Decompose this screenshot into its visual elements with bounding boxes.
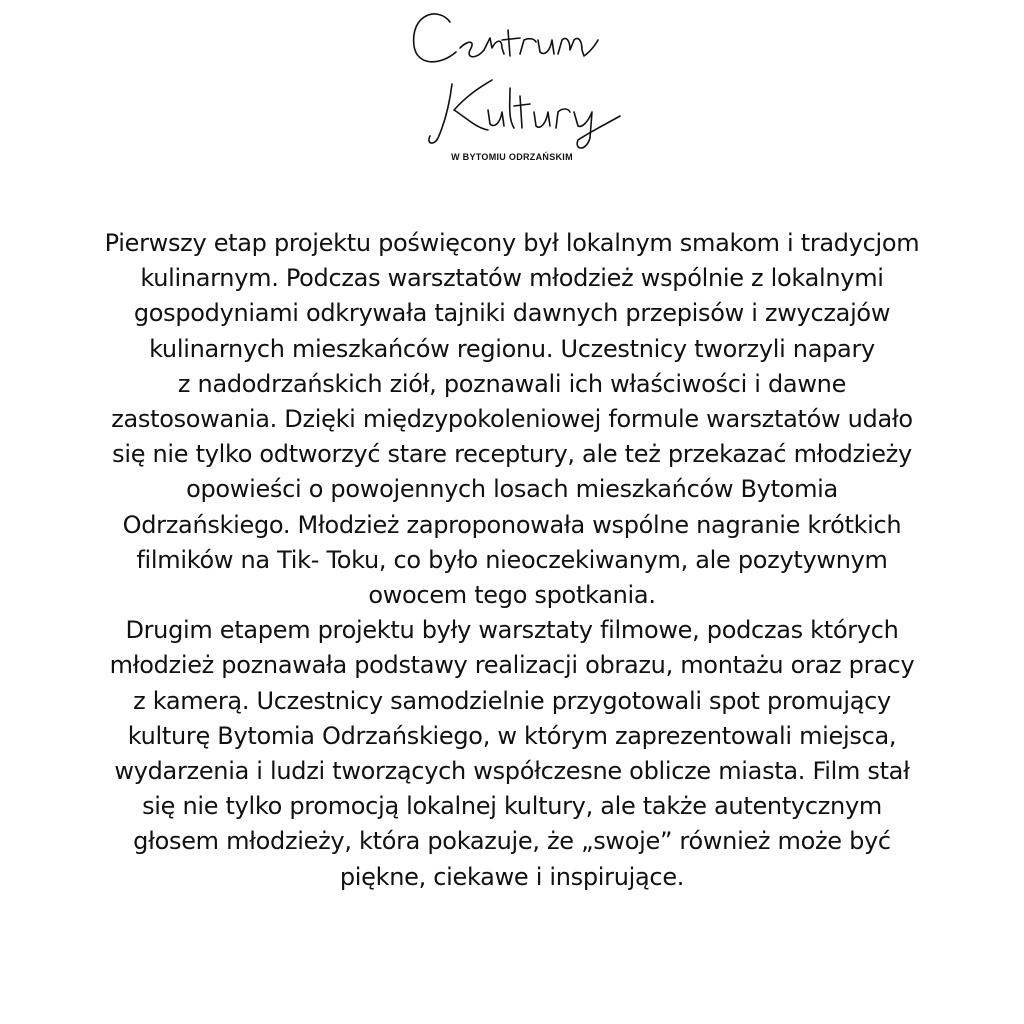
text-line: Drugim etapem projektu były warsztaty filmowe, podczas których <box>125 616 899 645</box>
text-line: Pierwszy etap projektu poświęcony był lokalnym smakom i tradycjom <box>104 229 920 257</box>
text-line: kulinarnych mieszkańców regionu. Uczestnicy tworzyli napary <box>149 334 875 363</box>
paragraph-first-stage <box>20 226 1004 613</box>
text-line: gospodyniami odkrywała tajniki dawnych przepisów i zwyczajów <box>133 299 891 328</box>
text-line: Odrzańskiego. Młodzież zaproponowała wspólne nagranie krótkich <box>122 510 902 539</box>
centrum-kultury-script-logo <box>380 0 660 160</box>
text-line: z kamerą. Uczestnicy samodzielnie przygotowali spot promujący <box>133 686 891 715</box>
text-line: kulinarnym. Podczas warsztatów młodzież wspólnie z lokalnymi <box>140 264 884 293</box>
text-line: młodzież poznawała podstawy realizacji obrazu, montażu oraz pracy <box>109 651 915 680</box>
logo <box>0 0 1024 200</box>
text-line: filmików na Tik- Toku, co było nieoczekiwanym, ale pozytywnym <box>136 545 888 574</box>
article-body <box>20 226 1004 895</box>
text-line: zastosowania. Dzięki międzypokoleniowej formule warsztatów udało <box>111 405 913 434</box>
text-line: się nie tylko promocją lokalnej kultury, ale także autentycznym <box>142 792 882 821</box>
text-line: wydarzenia i ludzi tworzących współczesne oblicze miasta. Film stał <box>114 757 910 786</box>
text-line: piękne, ciekawe i inspirujące. <box>339 862 685 891</box>
text-line: głosem młodzieży, która pokazuje, że „swoje” również może być <box>133 827 891 856</box>
text-line: się nie tylko odtworzyć stare receptury, ale też przekazać młodzieży <box>112 440 912 469</box>
text-line: opowieści o powojennych losach mieszkańców Bytomia <box>186 475 838 504</box>
logo-subtitle: W BYTOMIU ODRZAŃSKIM <box>451 152 573 162</box>
text-line: z nadodrzańskich ziół, poznawali ich właściwości i dawne <box>177 369 847 398</box>
text-line: kulturę Bytomia Odrzańskiego, w którym zaprezentowali miejsca, <box>127 721 897 750</box>
paragraph-second-stage <box>20 613 1004 895</box>
text-line: owocem tego spotkania. <box>368 581 656 610</box>
